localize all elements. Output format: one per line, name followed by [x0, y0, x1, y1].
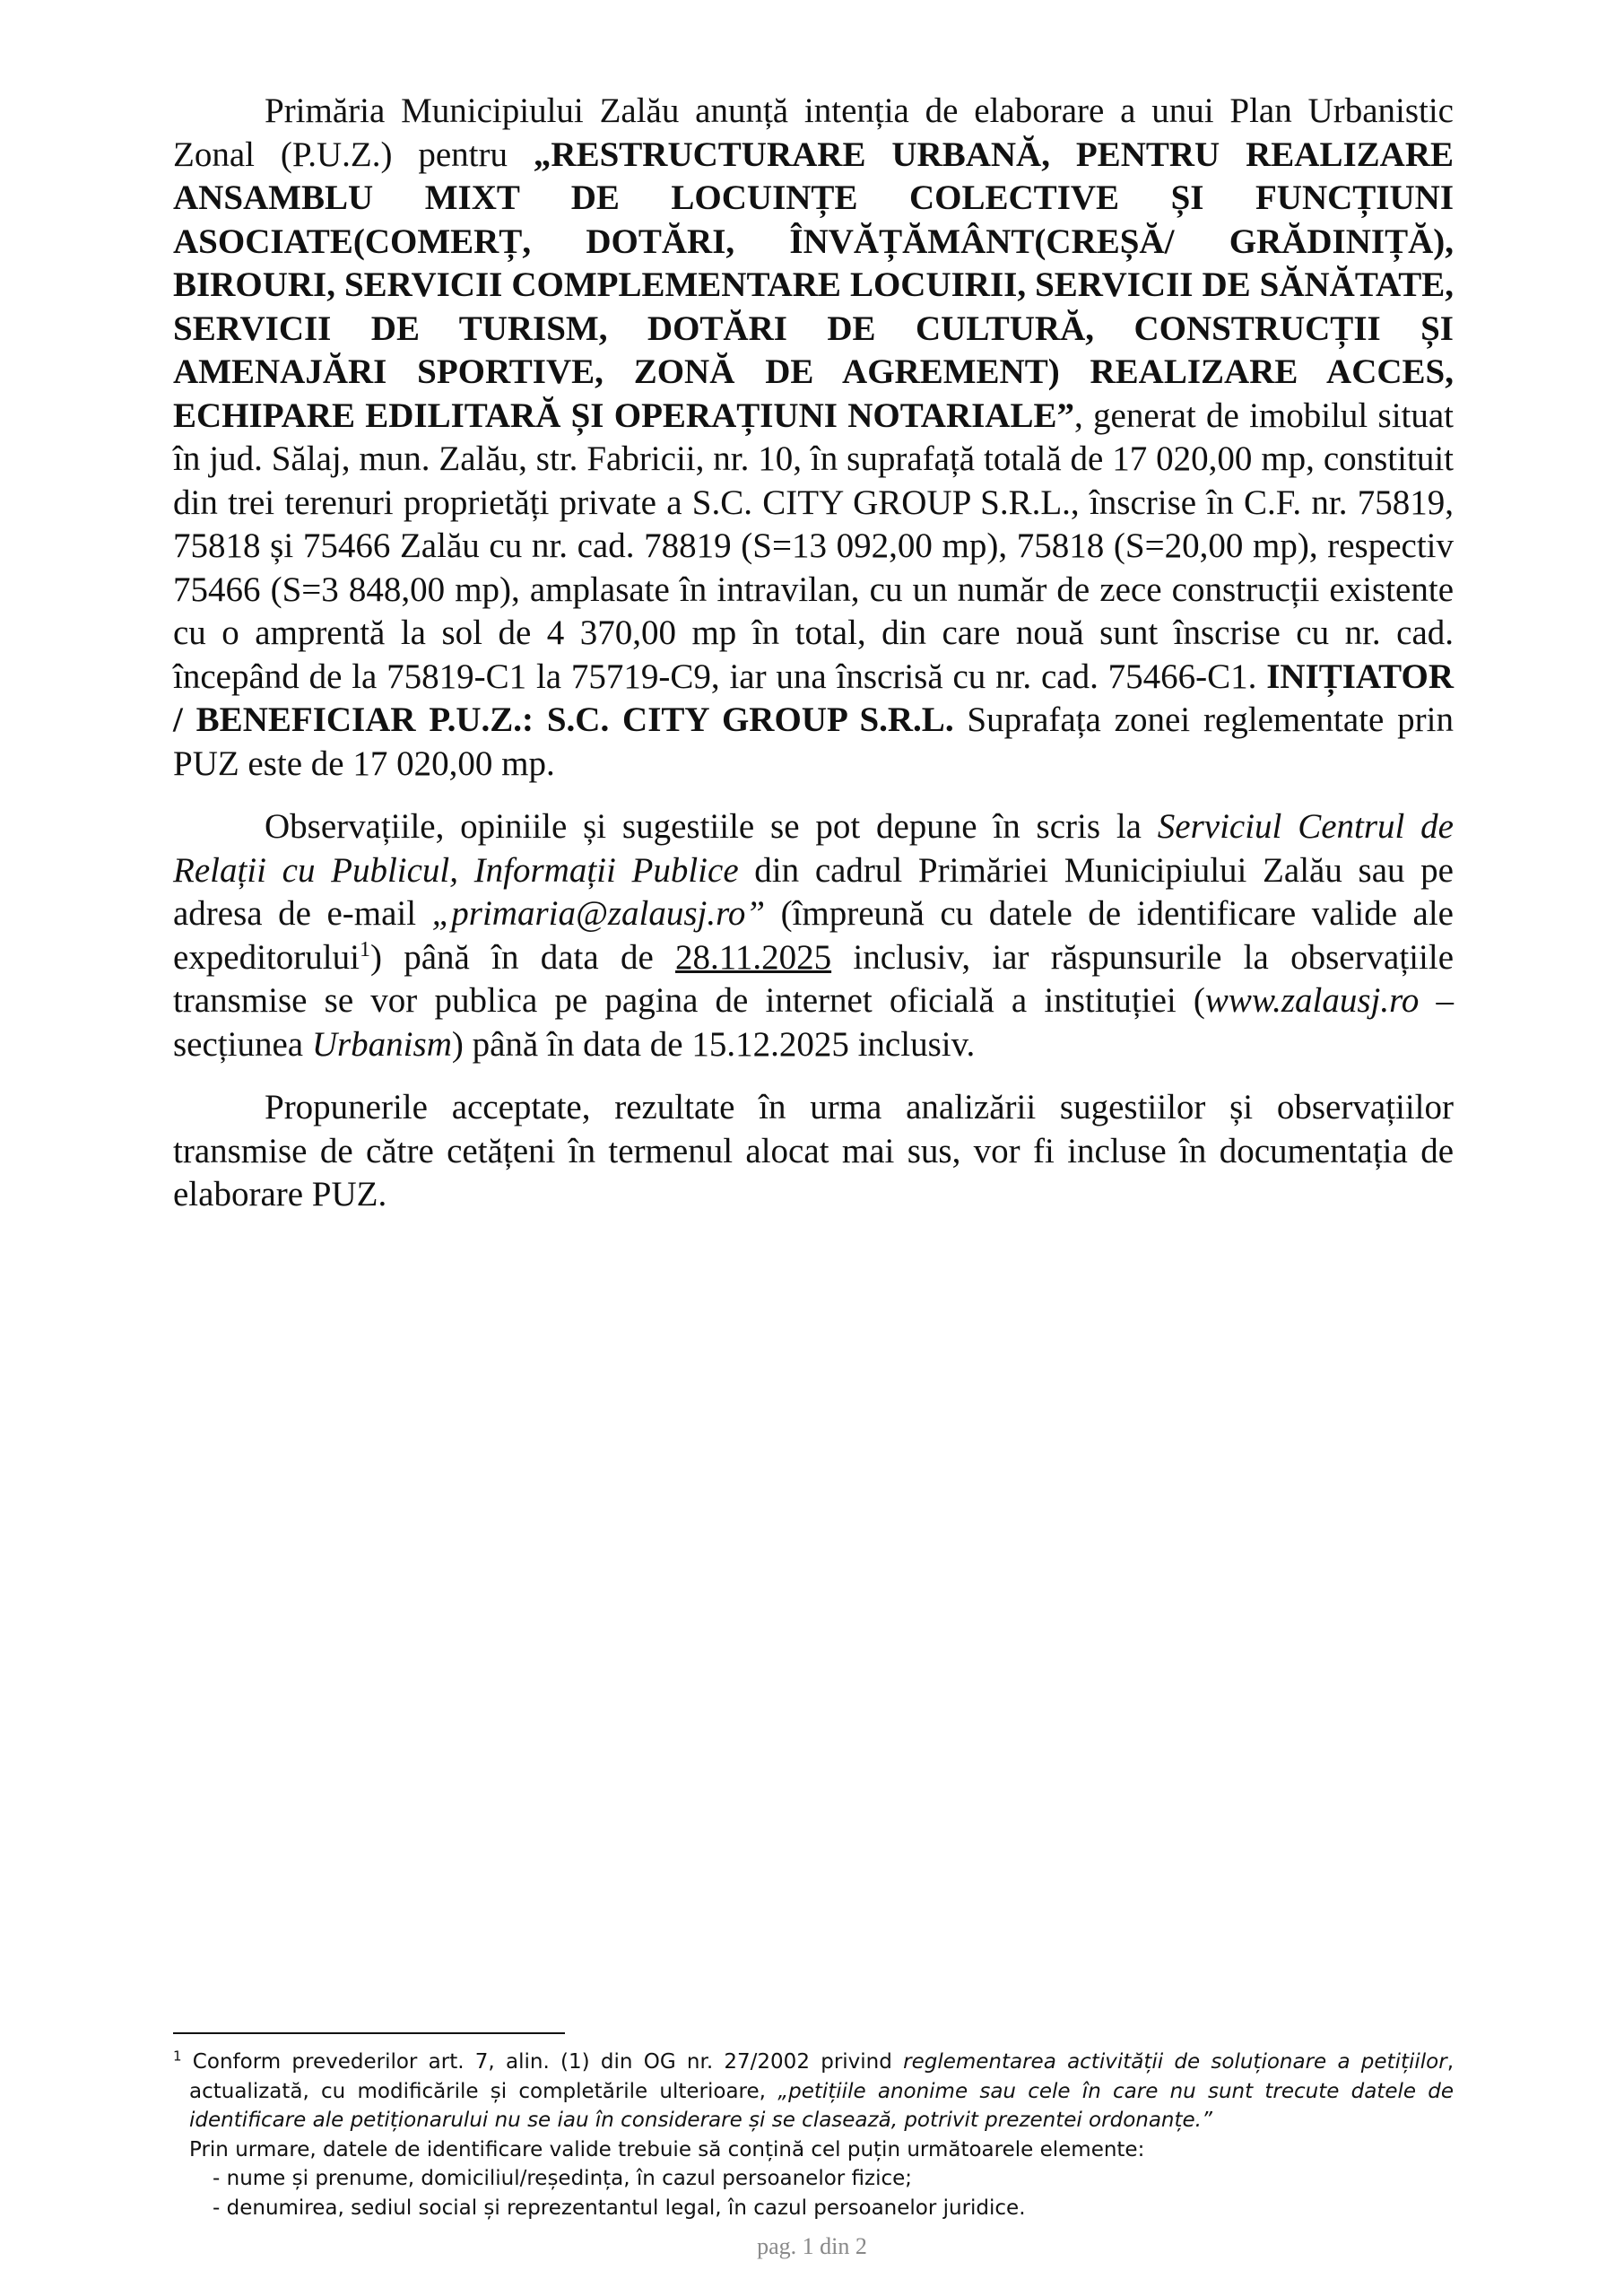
footnote-separator — [173, 2032, 565, 2034]
footnote-part: Conform prevederilor art. 7, alin. (1) din OG nr. 27/2002 privind — [181, 2050, 904, 2074]
website-link[interactable]: www.zalausj.ro — [1204, 981, 1420, 1020]
initiator-beneficiary: INIȚIATOR / BENEFICIAR P.U.Z.: S.C. CITY GROUP S.R.L. — [173, 657, 1454, 739]
footnote-italic: reglementarea activității de soluționare a petițiilor — [903, 2050, 1447, 2074]
regulated-area: Suprafața zonei reglementate prin PUZ este de 17 020,00 mp. — [173, 700, 1454, 783]
paragraph-announcement — [173, 90, 1454, 786]
footnote-part: , actualizată, cu modificările și completările ulterioare, — [189, 2050, 1454, 2103]
deadline-date: 28.11.2025 — [675, 937, 832, 977]
footnote-list-item: - nume și prenume, domiciliul/reședința, în cazul persoanelor fizice; — [213, 2167, 913, 2190]
footnote-list-item: - denumirea, sediul social și reprezentantul legal, în cazul persoanelor juridice. — [213, 2196, 1026, 2220]
footnote-number: 1 — [173, 2048, 182, 2065]
submissions-text: din cadrul Primăriei Municipiului Zalău sau pe adresa de e-mail — [173, 850, 1454, 933]
submissions-text: ) până în data de 15.12.2025 inclusiv. — [451, 1024, 976, 1064]
property-details: , generat de imobilul situat în jud. Sălaj, mun. Zalău, str. Fabricii, nr. 10, în suprafață totală de 17 020,00 mp, constituit din trei terenuri proprietăți private a S.C. CITY GROUP S.R.L., înscrise în C.F. nr. 75819, 75818 și 75466 Zalău cu nr. cad. 78819 (S=13 092,00 mp), 75818 (S=20,00 mp), respectiv 75466 (S=3 848,00 mp), amplasate în intravilan, cu un număr de zece construcții existente cu o amprentă la sol de 4 370,00 mp în total, din care nouă sunt înscrise cu nr. cad. începând de la 75819-C1 la 75719-C9, iar una înscrisă cu nr. cad. 75466-C1. — [173, 396, 1455, 696]
submissions-intro: Observațiile, opiniile și sugestiile se pot depune în scris la — [265, 807, 1158, 846]
submissions-text: ) până în data de — [369, 937, 676, 977]
project-title: „RESTRUCTURARE URBANĂ, PENTRU REALIZARE ANSAMBLU MIXT DE LOCUINȚE COLECTIVE ȘI FUNCȚIUNI ASOCIATE(COMERȚ, DOTĂRI, ÎNVĂȚĂMÂNT(CREȘĂ/ GRĂDINIȚĂ), BIROURI, SERVICII COMPLEMENTARE LOCUIRII, SERVICII DE SĂNĂTATE, SERVICII DE TURISM, DOTĂRI DE CULTURĂ, CONSTRUCȚII ȘI AMENAJĂRI SPORTIVE, ZONĂ DE AGREMENT) REALIZARE ACCES, ECHIPARE EDILITARĂ ȘI OPERAȚIUNI NOTARIALE” — [173, 135, 1454, 435]
service-name: Serviciul Centrul de Relații cu Publicul, Informații Publice — [173, 807, 1454, 890]
submissions-text: (împreună cu datele de identificare valide ale expeditorului — [173, 894, 1454, 977]
footnote-reference: 1 — [359, 937, 370, 961]
paragraph-proposals: Propunerile acceptate, rezultate în urma analizării sugestiilor și observațiilor transmise de către cetățeni în termenul alocat mai sus, vor fi incluse în documentația de elaborare PUZ. — [173, 1088, 1454, 1213]
email-address[interactable]: „primaria@zalausj.ro” — [431, 894, 766, 933]
announcement-intro: Primăria Municipiului Zalău anunță intenția de elaborare a unui Plan Urbanistic Zonal (P.U.Z.) pentru — [173, 91, 1454, 174]
footnote-quote: „petițiile anonime sau cele în care nu sunt trecute datele de identificare ale petiționarului nu se iau în considerare și se clasează, potrivit prezentei ordonanțe.” — [189, 2079, 1454, 2132]
page-number: pag. 1 din 2 — [757, 2233, 867, 2259]
submissions-text: – secțiunea — [173, 981, 1455, 1064]
document-body — [173, 90, 1454, 1237]
paragraph-submissions — [173, 805, 1454, 1066]
urbanism-section: Urbanism — [311, 1024, 452, 1064]
footnote-text — [173, 2048, 1454, 2135]
footnote — [173, 2048, 1454, 2222]
submissions-text: inclusiv, iar răspunsurile la observațiile transmise se vor publica pe pagina de internet oficială a instituției ( — [173, 937, 1454, 1020]
footnote-line: Prin urmare, datele de identificare valide trebuie să conțină cel puțin următoarele elemente: — [189, 2137, 1145, 2161]
